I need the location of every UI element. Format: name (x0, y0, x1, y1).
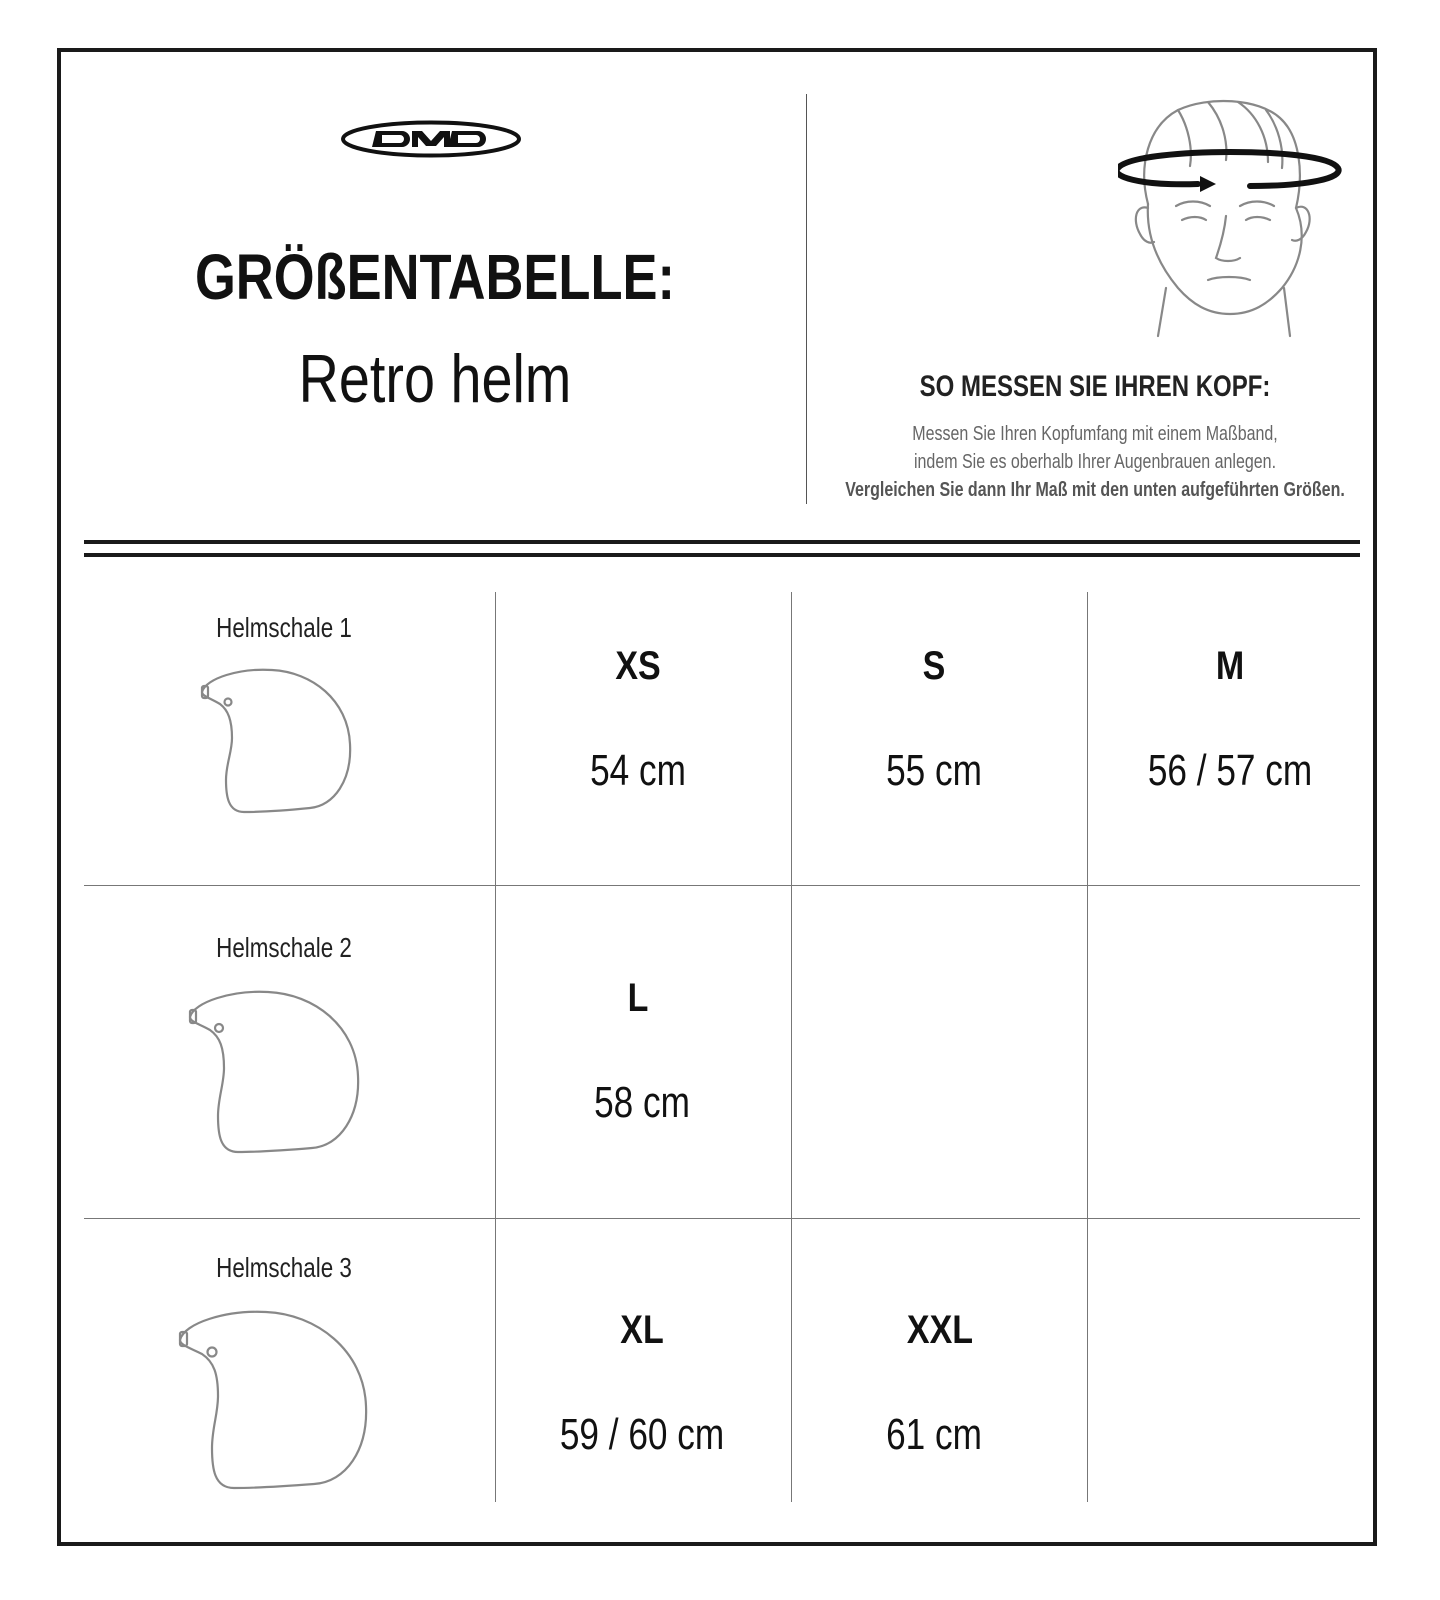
measure-heading: SO MESSEN SIE IHREN KOPF: (919, 370, 1271, 403)
size-letter: XL (620, 1308, 664, 1352)
separator-rule-bottom (84, 553, 1360, 557)
table-column-divider (495, 592, 496, 1502)
table-row-divider (84, 885, 1360, 886)
size-circumference: 59 / 60 cm (559, 1410, 725, 1459)
table-column-divider (791, 592, 792, 1502)
separator-rule-top (84, 540, 1360, 544)
measure-line-2: indem Sie es oberhalb Ihrer Augenbrauen anlegen. (913, 451, 1277, 473)
helmet-icon (178, 1310, 378, 1500)
header-divider (806, 94, 807, 504)
size-letter: S (922, 644, 946, 688)
helmet-icon (200, 668, 360, 820)
helmet-icon (188, 990, 368, 1162)
table-column-divider (1087, 592, 1088, 1502)
measure-line-3: Vergleichen Sie dann Ihr Maß mit den unten aufgeführten Größen. (845, 479, 1345, 501)
shell-label: Helmschale 2 (216, 932, 352, 963)
size-circumference: 56 / 57 cm (1147, 746, 1313, 795)
table-row-divider (84, 1218, 1360, 1219)
size-circumference: 61 cm (886, 1410, 982, 1459)
size-circumference: 55 cm (886, 746, 982, 795)
shell-label: Helmschale 1 (216, 612, 352, 643)
size-circumference: 54 cm (590, 746, 686, 795)
head-measure-icon (1118, 96, 1342, 340)
page-title: GRÖßENTABELLE: (194, 241, 676, 313)
size-letter: XXL (906, 1308, 974, 1352)
page-subtitle: Retro helm (298, 341, 572, 417)
size-circumference: 58 cm (594, 1078, 690, 1127)
measure-line-1: Messen Sie Ihren Kopfumfang mit einem Maßband, (912, 423, 1278, 445)
dmd-logo-icon (340, 120, 522, 158)
size-letter: L (627, 976, 649, 1020)
measure-instructions (843, 420, 1347, 504)
size-letter: XS (615, 644, 661, 688)
shell-label: Helmschale 3 (216, 1252, 352, 1283)
size-letter: M (1215, 644, 1245, 688)
